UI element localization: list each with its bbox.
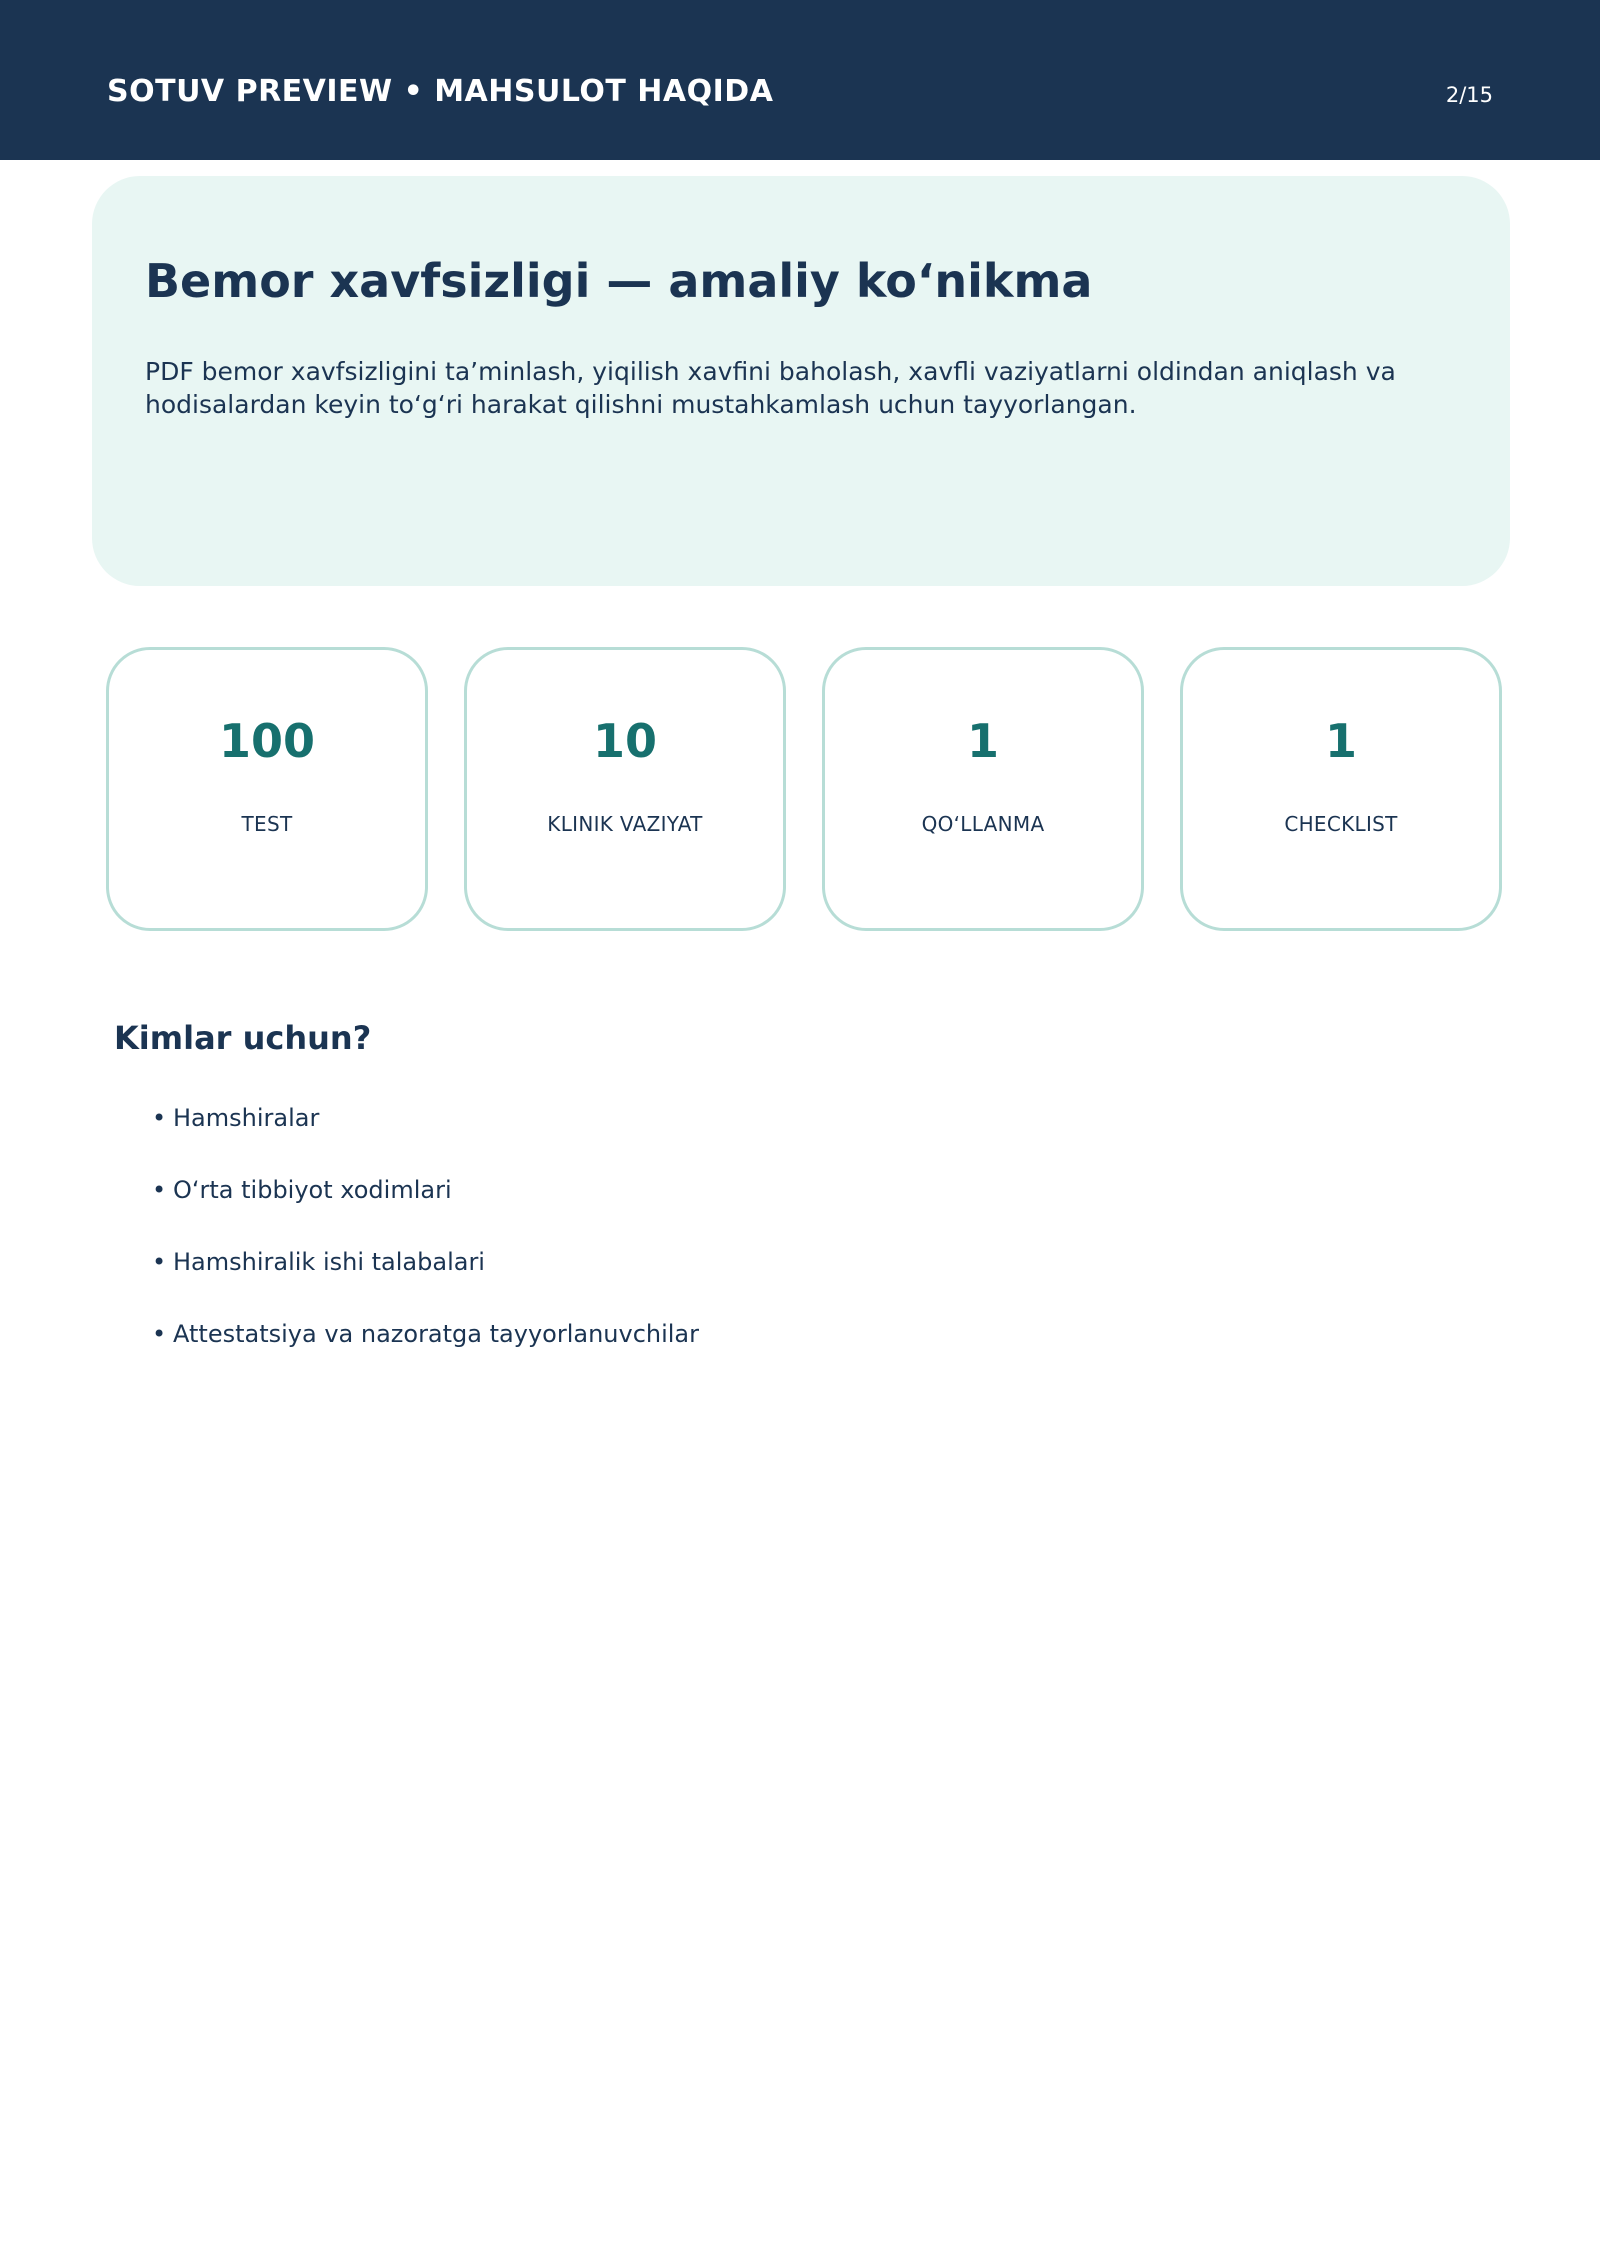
list-item-text: O‘rta tibbiyot xodimlari xyxy=(173,1176,452,1204)
hero-title: Bemor xavfsizligi — amaliy ko‘nikma xyxy=(145,254,1093,308)
stats-row xyxy=(106,647,1502,929)
stat-label: TEST xyxy=(241,812,293,836)
bullet-icon: • xyxy=(152,1176,167,1204)
stat-label: CHECKLIST xyxy=(1284,812,1398,836)
stat-card-klinik-vaziyat xyxy=(464,647,786,931)
hero-panel xyxy=(92,176,1510,586)
list-item-text: Attestatsiya va nazoratga tayyorlanuvchilar xyxy=(173,1320,700,1348)
audience-list xyxy=(152,1100,699,1388)
header-title: SOTUV PREVIEW • MAHSULOT HAQIDA xyxy=(107,74,774,109)
list-item-text: Hamshiralar xyxy=(173,1104,320,1132)
bullet-icon: • xyxy=(152,1104,167,1132)
bullet-icon: • xyxy=(152,1248,167,1276)
list-item xyxy=(152,1100,699,1172)
stat-card-qollanma xyxy=(822,647,1144,931)
stat-card-checklist xyxy=(1180,647,1502,931)
list-item-text: Hamshiralik ishi talabalari xyxy=(173,1248,485,1276)
stat-card-test xyxy=(106,647,428,931)
stat-label: KLINIK VAZIYAT xyxy=(547,812,703,836)
audience-title: Kimlar uchun? xyxy=(114,1019,372,1057)
stat-label: QO‘LLANMA xyxy=(921,812,1045,836)
hero-description: PDF bemor xavfsizligini ta’minlash, yiqilish xavfini baholash, xavfli vaziyatlarni oldindan aniqlash va hodisalardan keyin to‘g‘ri harakat qilishni mustahkamlash uchun tayyorlangan. xyxy=(145,357,1396,419)
list-item xyxy=(152,1172,699,1244)
page-header xyxy=(0,0,1600,160)
stat-value: 1 xyxy=(966,714,999,768)
stat-value: 1 xyxy=(1324,714,1357,768)
stat-value: 10 xyxy=(592,714,657,768)
page-number: 2/15 xyxy=(1445,83,1493,107)
list-item xyxy=(152,1244,699,1316)
list-item xyxy=(152,1316,699,1388)
stat-value: 100 xyxy=(218,714,316,768)
bullet-icon: • xyxy=(152,1320,167,1348)
